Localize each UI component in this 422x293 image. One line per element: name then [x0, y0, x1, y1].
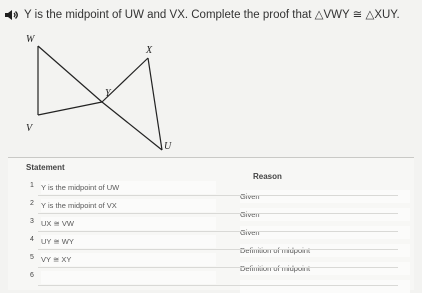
- label-y: Y: [105, 88, 111, 99]
- proof-table-header: [8, 158, 414, 180]
- reason-cell[interactable]: Definition of midpoint: [240, 244, 410, 257]
- reason-cell[interactable]: Given: [240, 208, 410, 221]
- row-number: 4: [30, 236, 34, 243]
- proof-row-3: [8, 214, 414, 237]
- proof-row-4: [8, 232, 414, 255]
- segment-wy: [38, 46, 102, 102]
- segment-vy: [38, 102, 102, 115]
- proof-row-1: [8, 178, 414, 201]
- problem-text: Y is the midpoint of UW and VX. Complete the proof that △VWY ≅ △XUY.: [24, 9, 400, 21]
- reason-cell[interactable]: Given: [240, 190, 410, 203]
- statement-header: Statement: [26, 163, 65, 172]
- statement-cell[interactable]: UX ≅ VW: [41, 217, 216, 230]
- segment-xu: [148, 58, 162, 150]
- proof-row-2: [8, 196, 414, 219]
- row-number: 6: [30, 272, 34, 279]
- reason-cell[interactable]: Definition of midpoint: [240, 262, 410, 275]
- label-w: W: [26, 34, 35, 45]
- row-number: 1: [30, 182, 34, 189]
- reason-cell[interactable]: [240, 280, 410, 293]
- row-number: 5: [30, 254, 34, 261]
- proof-row-5: [8, 250, 414, 273]
- row-number: 2: [30, 200, 34, 207]
- statement-cell[interactable]: VY ≅ XY: [41, 253, 216, 266]
- proof-row-6: [8, 268, 414, 286]
- statement-cell[interactable]: UY ≅ WY: [41, 235, 216, 248]
- problem-prompt: [4, 4, 418, 26]
- row-divider: [38, 285, 398, 286]
- proof-table: [8, 157, 414, 290]
- reason-cell[interactable]: Given: [240, 226, 410, 239]
- statement-cell[interactable]: [41, 271, 216, 284]
- label-v: V: [26, 123, 33, 134]
- speaker-icon[interactable]: [4, 8, 20, 22]
- statement-cell[interactable]: Y is the midpoint of UW: [41, 181, 216, 194]
- label-x: X: [146, 45, 153, 56]
- row-number: 3: [30, 218, 34, 225]
- label-u: U: [164, 141, 172, 152]
- geometry-diagram: [14, 28, 204, 153]
- reason-header: Reason: [253, 172, 282, 181]
- segment-yu: [102, 102, 162, 150]
- statement-cell[interactable]: Y is the midpoint of VX: [41, 199, 216, 212]
